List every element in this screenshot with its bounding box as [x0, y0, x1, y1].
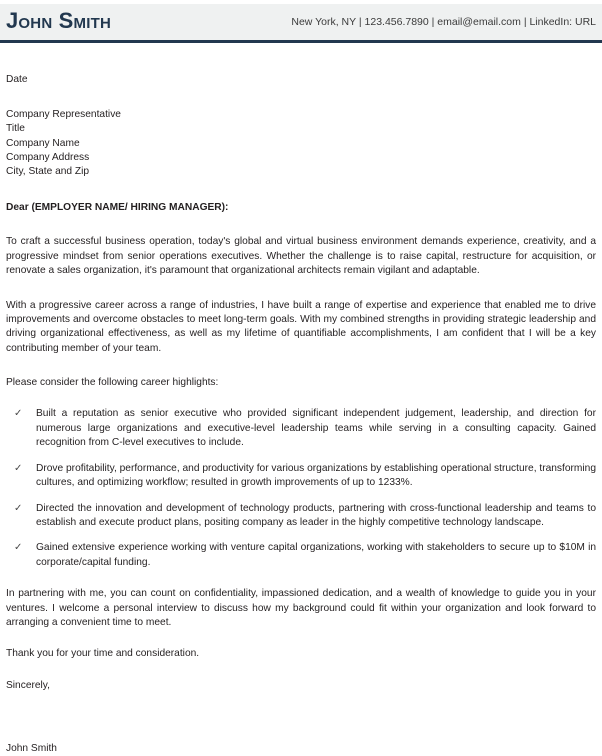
list-item-text: Gained extensive experience working with venture capital organizations, working with stakeholders to secure up to $10M in corporate/capital funding. [36, 542, 596, 568]
thank-you-line: Thank you for your time and consideration. [6, 648, 200, 660]
body-paragraph-1: To craft a successful business operation, today's global and virtual business environment demands experience, creativity, and a progressive mindset from senior operations executives. Whether the challenge is to raise capital, restructure for acquisition, or renovate a sales organization, it's paramount that organizational architects remain vigilant and adaptable. [6, 236, 596, 277]
letterhead-header [0, 4, 602, 43]
sign-off: Sincerely, [6, 679, 50, 691]
date-line: Date [6, 74, 28, 85]
contact-info: New York, NY | 123.456.7890 | email@email.com | LinkedIn: URL [291, 15, 596, 28]
recipient-line: City, State and Zip [6, 166, 90, 178]
salutation: Dear (EMPLOYER NAME/ HIRING MANAGER): [6, 202, 229, 214]
signature-name: John Smith [6, 742, 57, 754]
list-item [6, 462, 596, 491]
recipient-line: Company Address [6, 151, 90, 163]
list-item [6, 541, 596, 570]
career-highlights-list [6, 407, 596, 570]
list-item-text: Drove profitability, performance, and productivity for various organizations by establishing operational structure, transforming cultures, and optimizing workflow; resulted in growth improvements of up to 1233%. [36, 462, 596, 489]
cover-letter-document [0, 4, 602, 754]
list-item [6, 407, 596, 450]
list-item-text: Built a reputation as senior executive who provided significant independent judgement, leadership, and direction for numerous large organizations and executive-level leadership teams while serving in a consulting capacity. Gained recognition from C-level executives to include. [36, 408, 596, 449]
check-mark-icon: ✓ [14, 462, 23, 474]
recipient-address-block [6, 108, 596, 179]
body-paragraph-2: With a progressive career across a range of industries, I have built a range of expertise and experience that enabled me to drive improvements and overcome obstacles to meet long-term goals. With my combined strengths in providing strategic leadership and driving organizational effectiveness, as well as my lifetime of quantifiable accomplishments, I am confident that I will be a key contributing member of your team. [6, 299, 596, 354]
list-item [6, 502, 596, 531]
recipient-line: Title [6, 123, 25, 135]
list-item-text: Directed the innovation and development of technology products, partnering with cross-functional leadership and teams to establish and execute product plans, positing company as leader in the highly competitive technology landscape. [36, 502, 596, 528]
recipient-line: Company Name [6, 137, 80, 149]
recipient-line: Company Representative [6, 109, 121, 121]
letter-body [0, 73, 602, 756]
closing-paragraph: In partnering with me, you can count on confidentiality, impassioned dedication, and a wealth of knowledge to guide you in your ventures. I welcome a personal interview to discuss how my background could fit within your organization and look forward to arranging a convenient time to meet. [6, 588, 596, 628]
check-mark-icon: ✓ [14, 542, 23, 554]
check-mark-icon: ✓ [14, 408, 23, 420]
highlights-lead-in: Please consider the following career highlights: [6, 377, 219, 389]
page-title: John Smith [6, 8, 112, 33]
check-mark-icon: ✓ [14, 502, 23, 514]
